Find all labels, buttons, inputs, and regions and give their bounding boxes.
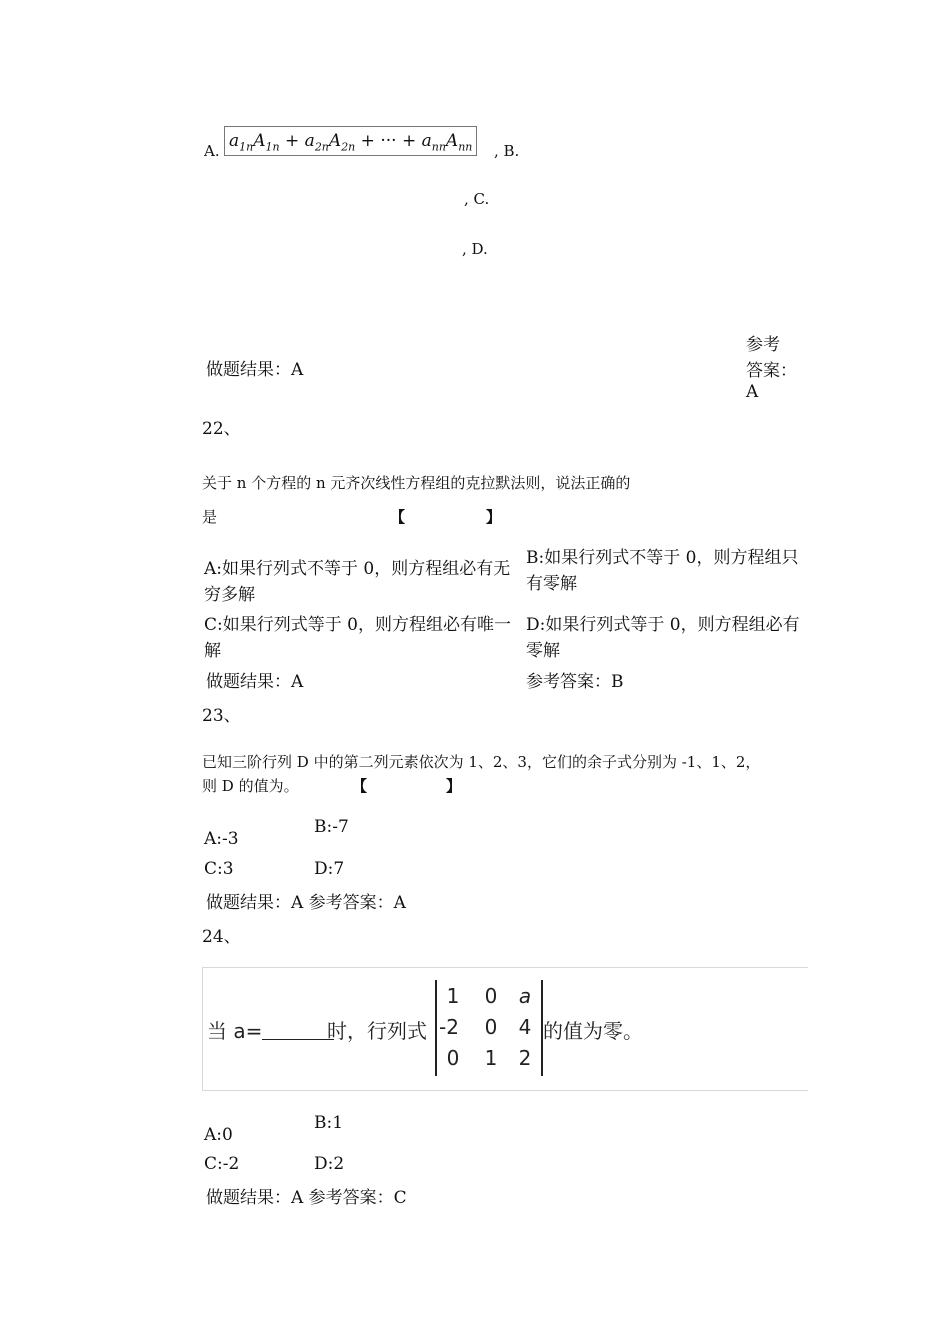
- formula-term-2: $a_{2n}A_{2n}$: [304, 131, 356, 154]
- matrix-cell-r1c3: a: [518, 984, 532, 1008]
- q23-answer-bracket-close: 】: [446, 777, 462, 795]
- q23-option-d: D:7: [314, 859, 345, 879]
- q24-stem-suffix: 的值为零。: [543, 1019, 643, 1043]
- formula-term-1: $a_{1n}A_{1n}$: [229, 131, 280, 154]
- q22-answer: 参考答案：B: [526, 672, 624, 692]
- q22-answer-bracket-open: 【: [390, 508, 406, 526]
- q23-stem-line2: 则 D 的值为。: [202, 777, 299, 795]
- q21-option-d-label: , D.: [462, 240, 488, 258]
- q21-option-a-formula: $a_{1n}A_{1n} + a_{2n}A_{2n}$ + ··· + $a_{nn}A_{nn}$: [224, 126, 477, 156]
- q21-answer-line3: A: [746, 382, 759, 402]
- matrix-cell-r3c1: 0: [446, 1046, 460, 1070]
- q24-stem-middle: 时，行列式: [327, 1019, 427, 1043]
- matrix-cell-r2c2: 0: [484, 1015, 498, 1039]
- q24-number: 24、: [202, 927, 241, 947]
- matrix-cell-r3c3: 2: [518, 1046, 532, 1070]
- q22-option-b: B:如果行列式不等于 0，则方程组只有零解: [526, 548, 799, 594]
- q22-option-a: A:如果行列式不等于 0，则方程组必有无穷多解: [204, 559, 511, 605]
- q23-option-c: C:3: [204, 859, 234, 879]
- q23-option-a: A:-3: [204, 829, 239, 849]
- matrix-cell-r2c1: -2: [439, 1015, 459, 1039]
- formula-term-n: $a_{nn}A_{nn}$: [421, 131, 473, 154]
- q22-number: 22、: [202, 419, 241, 439]
- q23-number: 23、: [202, 706, 241, 726]
- q23-result-and-answer: 做题结果：A 参考答案：A: [206, 893, 406, 913]
- q23-option-b: B:-7: [314, 817, 349, 837]
- q21-option-c-label: , C.: [464, 190, 490, 208]
- q23-answer-bracket-open: 【: [352, 777, 368, 795]
- q24-question-image: [202, 967, 808, 1091]
- matrix-cell-r2c3: 4: [518, 1015, 532, 1039]
- q21-result: 做题结果：A: [206, 360, 304, 380]
- q21-answer-line2: 答案：: [746, 361, 797, 381]
- q22-option-c: C:如果行列式等于 0，则方程组必有唯一解: [204, 615, 511, 661]
- q22-result: 做题结果：A: [206, 672, 304, 692]
- q24-option-c: C:-2: [204, 1154, 240, 1174]
- q22-stem-line1: 关于 n 个方程的 n 元齐次线性方程组的克拉默法则，说法正确的: [202, 474, 631, 492]
- matrix-cell-r1c1: 1: [446, 984, 460, 1008]
- q24-stem-prefix: 当 a=: [207, 1015, 334, 1044]
- matrix-cell-r1c2: 0: [484, 984, 498, 1008]
- q24-option-a: A:0: [204, 1125, 233, 1145]
- q21-answer-line1: 参考: [746, 335, 780, 355]
- q21-option-a-prefix: A.: [204, 142, 220, 160]
- q23-stem-line1: 已知三阶行列 D 中的第二列元素依次为 1、2、3，它们的余子式分别为 -1、1、2，: [202, 753, 761, 771]
- q24-option-d: D:2: [314, 1154, 345, 1174]
- answer-blank: [262, 1019, 334, 1040]
- q22-option-d: D:如果行列式等于 0，则方程组必有零解: [526, 615, 800, 661]
- q24-result-and-answer: 做题结果：A 参考答案：C: [206, 1188, 407, 1208]
- matrix-cell-r3c2: 1: [484, 1046, 498, 1070]
- q21-option-b-label: , B.: [494, 142, 520, 160]
- determinant-matrix: [435, 980, 543, 1076]
- q22-stem-line2: 是: [202, 508, 218, 526]
- q22-answer-bracket-close: 】: [486, 508, 502, 526]
- q24-option-b: B:1: [314, 1113, 344, 1133]
